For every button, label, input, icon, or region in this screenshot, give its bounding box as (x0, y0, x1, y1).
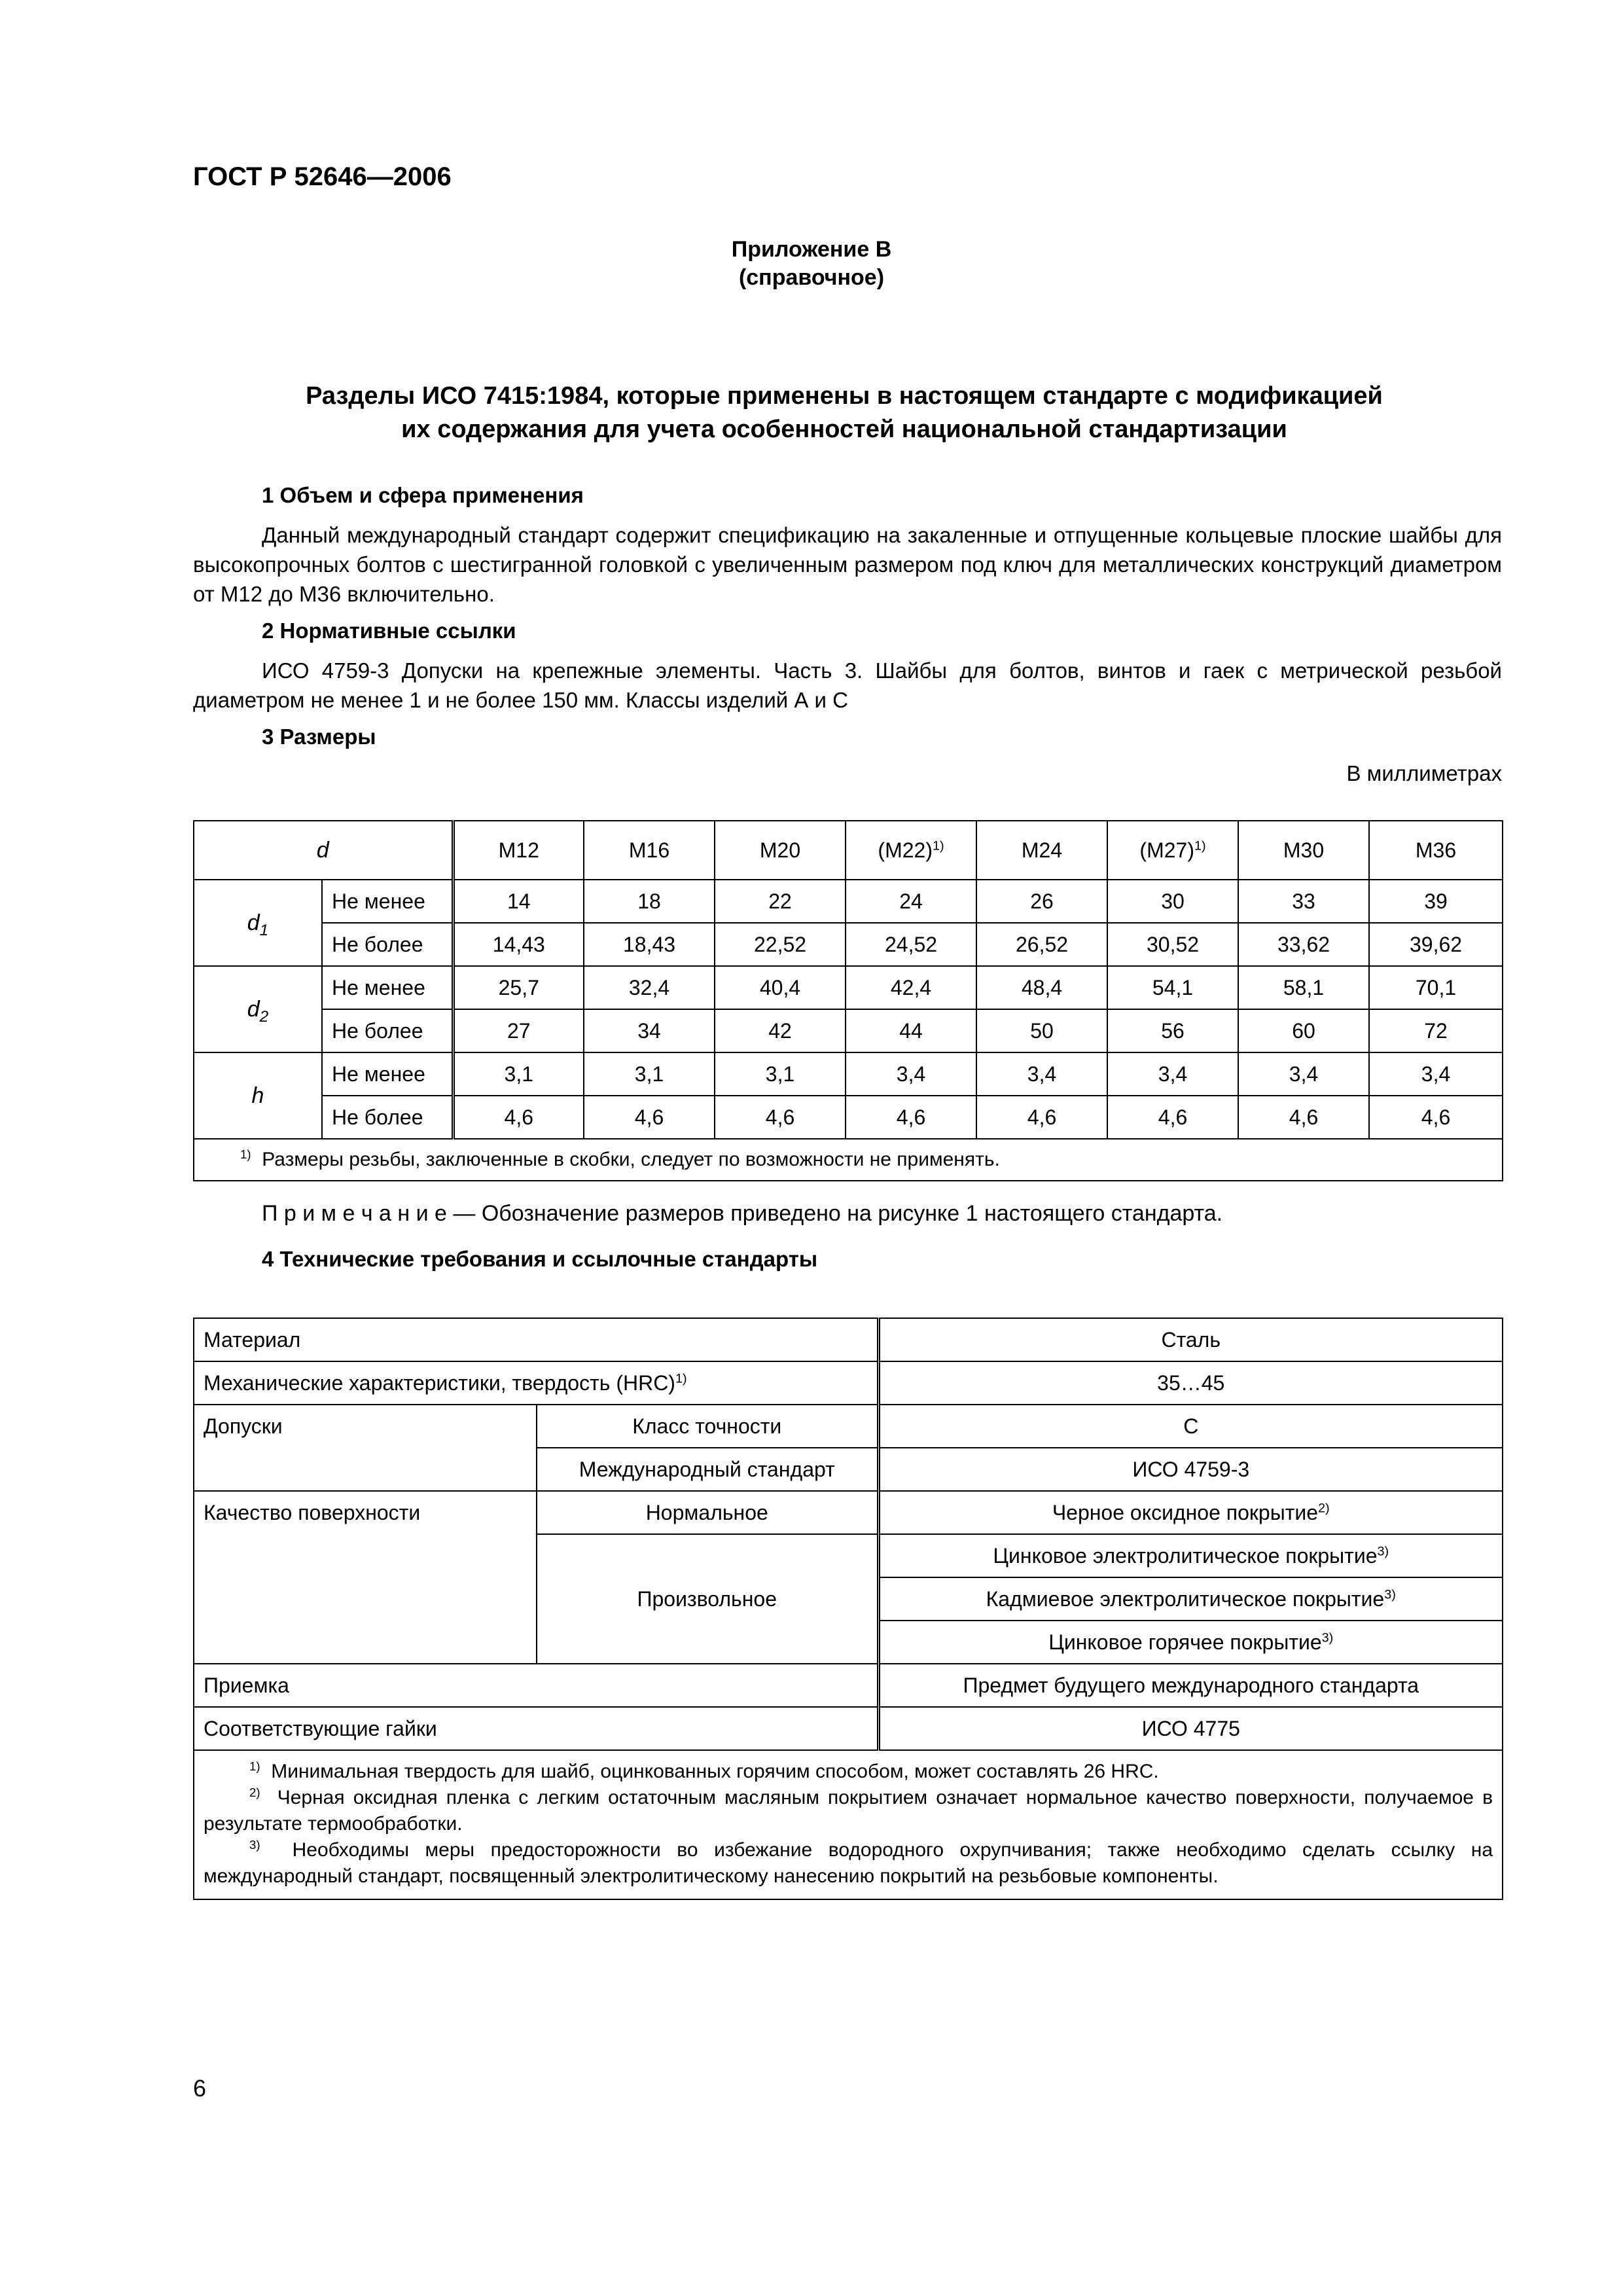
dimensions-table (193, 820, 1503, 1181)
tech-footnote: $^{2)}$ Черная оксидная пленка с легким остаточным масляным покрытием означает нормальное качество поверхности, получаемое в результате термообработки. (204, 1785, 1493, 1835)
size-cell: $(М22)^{1)}$ (846, 821, 976, 880)
optional-value: Цинковое горячее покрытие$^{3)}$ (878, 1621, 1503, 1664)
dim-value: 4,6 (1238, 1096, 1369, 1139)
dim-value: 33,62 (1238, 923, 1369, 966)
dim-value: 25,7 (453, 966, 584, 1009)
section-1-heading: 1 Объем и сфера применения (262, 483, 584, 507)
units-label: В миллиметрах (1346, 761, 1502, 785)
dim-value: 4,6 (584, 1096, 715, 1139)
dim-value: 40,4 (715, 966, 846, 1009)
dim-row-label: Не более (322, 923, 453, 966)
size-cell: М12 (453, 821, 584, 880)
tolerances-label: Допуски (194, 1405, 537, 1491)
material-row (194, 1318, 1503, 1361)
dim-row-label: Не более (322, 1096, 453, 1139)
dim-value: 70,1 (1369, 966, 1503, 1009)
dim-value: 42,4 (846, 966, 976, 1009)
dim-value: 27 (453, 1009, 584, 1052)
dim-header-symbol: d (194, 821, 453, 880)
material-label: Материал (194, 1318, 878, 1361)
dim-value: 33 (1238, 880, 1369, 923)
dim-value: 22 (715, 880, 846, 923)
dim-value: 4,6 (1369, 1096, 1503, 1139)
page-number: 6 (193, 2075, 207, 2102)
material-value: Сталь (878, 1318, 1503, 1361)
dim-value: 26 (976, 880, 1107, 923)
dim-value: 26,52 (976, 923, 1107, 966)
dim-row (194, 880, 1503, 923)
acceptance-label: Приемка (194, 1664, 878, 1707)
dim-value: 30,52 (1107, 923, 1238, 966)
nuts-label: Соответствующие гайки (194, 1707, 878, 1750)
normal-label: Нормальное (537, 1491, 878, 1534)
tolerance-class-row (194, 1405, 1503, 1448)
surface-label: Качество поверхности (194, 1491, 537, 1664)
normal-value: Черное оксидное покрытие$^{2)}$ (878, 1491, 1503, 1534)
mech-value: 35…45 (878, 1361, 1503, 1405)
tech-footnote: $^{1)}$ Минимальная твердость для шайб, оцинкованных горячим способом, может составлять 26 HRC. (249, 1759, 1159, 1782)
dim-row (194, 1096, 1503, 1139)
dim-value: 42 (715, 1009, 846, 1052)
dim-symbol: $d_2$ (194, 966, 322, 1052)
mech-label: Механические характеристики, твердость (HRC)$^{1)}$ (194, 1361, 878, 1405)
dim-value: 34 (584, 1009, 715, 1052)
class-value: С (878, 1405, 1503, 1448)
appendix-type: (справочное) (738, 265, 885, 290)
dim-value: 4,6 (453, 1096, 584, 1139)
dim-value: 72 (1369, 1009, 1503, 1052)
section-4-heading: 4 Технические требования и ссылочные стандарты (262, 1247, 818, 1271)
dim-value: 24 (846, 880, 976, 923)
dim-value: 39,62 (1369, 923, 1503, 966)
dim-value: 24,52 (846, 923, 976, 966)
dim-value: 48,4 (976, 966, 1107, 1009)
tech-footnote: $^{3)}$ Необходимы меры предосторожности во избежание водородного охрупчивания; также необходимо сделать ссылку на международный стандарт, посвященный электролитическому нанесению покрытий на резьбовые компоненты. (204, 1838, 1493, 1887)
size-cell: М24 (976, 821, 1107, 880)
dim-row (194, 923, 1503, 966)
dim-footnote-row (194, 1139, 1503, 1181)
dim-value: 56 (1107, 1009, 1238, 1052)
dim-value: 3,4 (1369, 1052, 1503, 1096)
optional-value: Кадмиевое электролитическое покрытие$^{3)}$ (878, 1577, 1503, 1621)
mech-row (194, 1361, 1503, 1405)
dim-row-label: Не менее (322, 1052, 453, 1096)
section-3-heading: 3 Размеры (262, 725, 376, 749)
appendix-title: Приложение В (731, 237, 892, 262)
dim-header-row (194, 821, 1503, 880)
section-1-text (193, 520, 1502, 609)
section-2-heading: 2 Нормативные ссылки (262, 619, 516, 643)
std-label: Международный стандарт (537, 1448, 878, 1491)
optional-label: Произвольное (537, 1534, 878, 1664)
dim-value: 18,43 (584, 923, 715, 966)
dim-value: 44 (846, 1009, 976, 1052)
size-cell: М16 (584, 821, 715, 880)
main-title-line-2: их содержания для учета особенностей национальной стандартизации (401, 416, 1287, 443)
dim-value: 4,6 (1107, 1096, 1238, 1139)
note-text: — Обозначение размеров приведено на рисунке 1 настоящего стандарта. (446, 1201, 1223, 1226)
technical-requirements-table (193, 1318, 1503, 1900)
acceptance-row (194, 1664, 1503, 1707)
dim-value: 50 (976, 1009, 1107, 1052)
dim-symbol: $d_1$ (194, 880, 322, 966)
main-title-line-1: Разделы ИСО 7415:1984, которые применены в настоящем стандарте с модификацией (306, 382, 1383, 410)
document-header: ГОСТ Р 52646—2006 (193, 162, 452, 191)
dim-row-label: Не более (322, 1009, 453, 1052)
dim-value: 3,1 (715, 1052, 846, 1096)
size-cell: М20 (715, 821, 846, 880)
dim-value: 14 (453, 880, 584, 923)
size-cell: $(М27)^{1)}$ (1107, 821, 1238, 880)
note (262, 1201, 1222, 1227)
section-2-text (193, 656, 1502, 715)
dim-row (194, 966, 1503, 1009)
dim-value: 3,4 (976, 1052, 1107, 1096)
tech-footnotes (194, 1750, 1503, 1899)
dim-row (194, 1009, 1503, 1052)
nuts-value: ИСО 4775 (878, 1707, 1503, 1750)
dim-value: 3,4 (846, 1052, 976, 1096)
dim-value: 60 (1238, 1009, 1369, 1052)
dim-row (194, 1052, 1503, 1096)
dim-row-label: Не менее (322, 880, 453, 923)
section-2-body: ИСО 4759-3 Допуски на крепежные элементы. Часть 3. Шайбы для болтов, винтов и гаек с метрической резьбой диаметром не менее 1 и не более 150 мм. Классы изделий А и С (193, 658, 1502, 712)
optional-value: Цинковое электролитическое покрытие$^{3)}$ (878, 1534, 1503, 1577)
dim-row-label: Не менее (322, 966, 453, 1009)
dim-value: 18 (584, 880, 715, 923)
dim-value: 4,6 (976, 1096, 1107, 1139)
size-cell: М30 (1238, 821, 1369, 880)
dim-value: 22,52 (715, 923, 846, 966)
dim-value: 3,4 (1107, 1052, 1238, 1096)
std-value: ИСО 4759-3 (878, 1448, 1503, 1491)
dim-value: 39 (1369, 880, 1503, 923)
dim-value: 30 (1107, 880, 1238, 923)
main-title (131, 380, 1558, 446)
nuts-row (194, 1707, 1503, 1750)
dim-footnote: $^{1)}$ Размеры резьбы, заключенные в скобки, следует по возможности не применять. (194, 1139, 1503, 1181)
acceptance-value: Предмет будущего международного стандарта (878, 1664, 1503, 1707)
dim-value: 3,1 (453, 1052, 584, 1096)
dim-symbol: h (194, 1052, 322, 1139)
note-label: П р и м е ч а н и е (262, 1201, 447, 1226)
dim-value: 4,6 (715, 1096, 846, 1139)
dim-value: 3,4 (1238, 1052, 1369, 1096)
dim-value: 4,6 (846, 1096, 976, 1139)
dim-value: 58,1 (1238, 966, 1369, 1009)
dim-value: 32,4 (584, 966, 715, 1009)
dim-value: 3,1 (584, 1052, 715, 1096)
size-cell: М36 (1369, 821, 1503, 880)
dim-value: 54,1 (1107, 966, 1238, 1009)
tech-footnotes-row (194, 1750, 1503, 1899)
section-1-body: Данный международный стандарт содержит спецификацию на закаленные и отпущенные кольцевые плоские шайбы для высокопрочных болтов с шестигранной головкой с увеличенным размером под ключ для металлических конструкций диаметром от М12 до М36 включительно. (193, 523, 1502, 606)
class-label: Класс точности (537, 1405, 878, 1448)
dim-value: 14,43 (453, 923, 584, 966)
surface-normal-row (194, 1491, 1503, 1534)
